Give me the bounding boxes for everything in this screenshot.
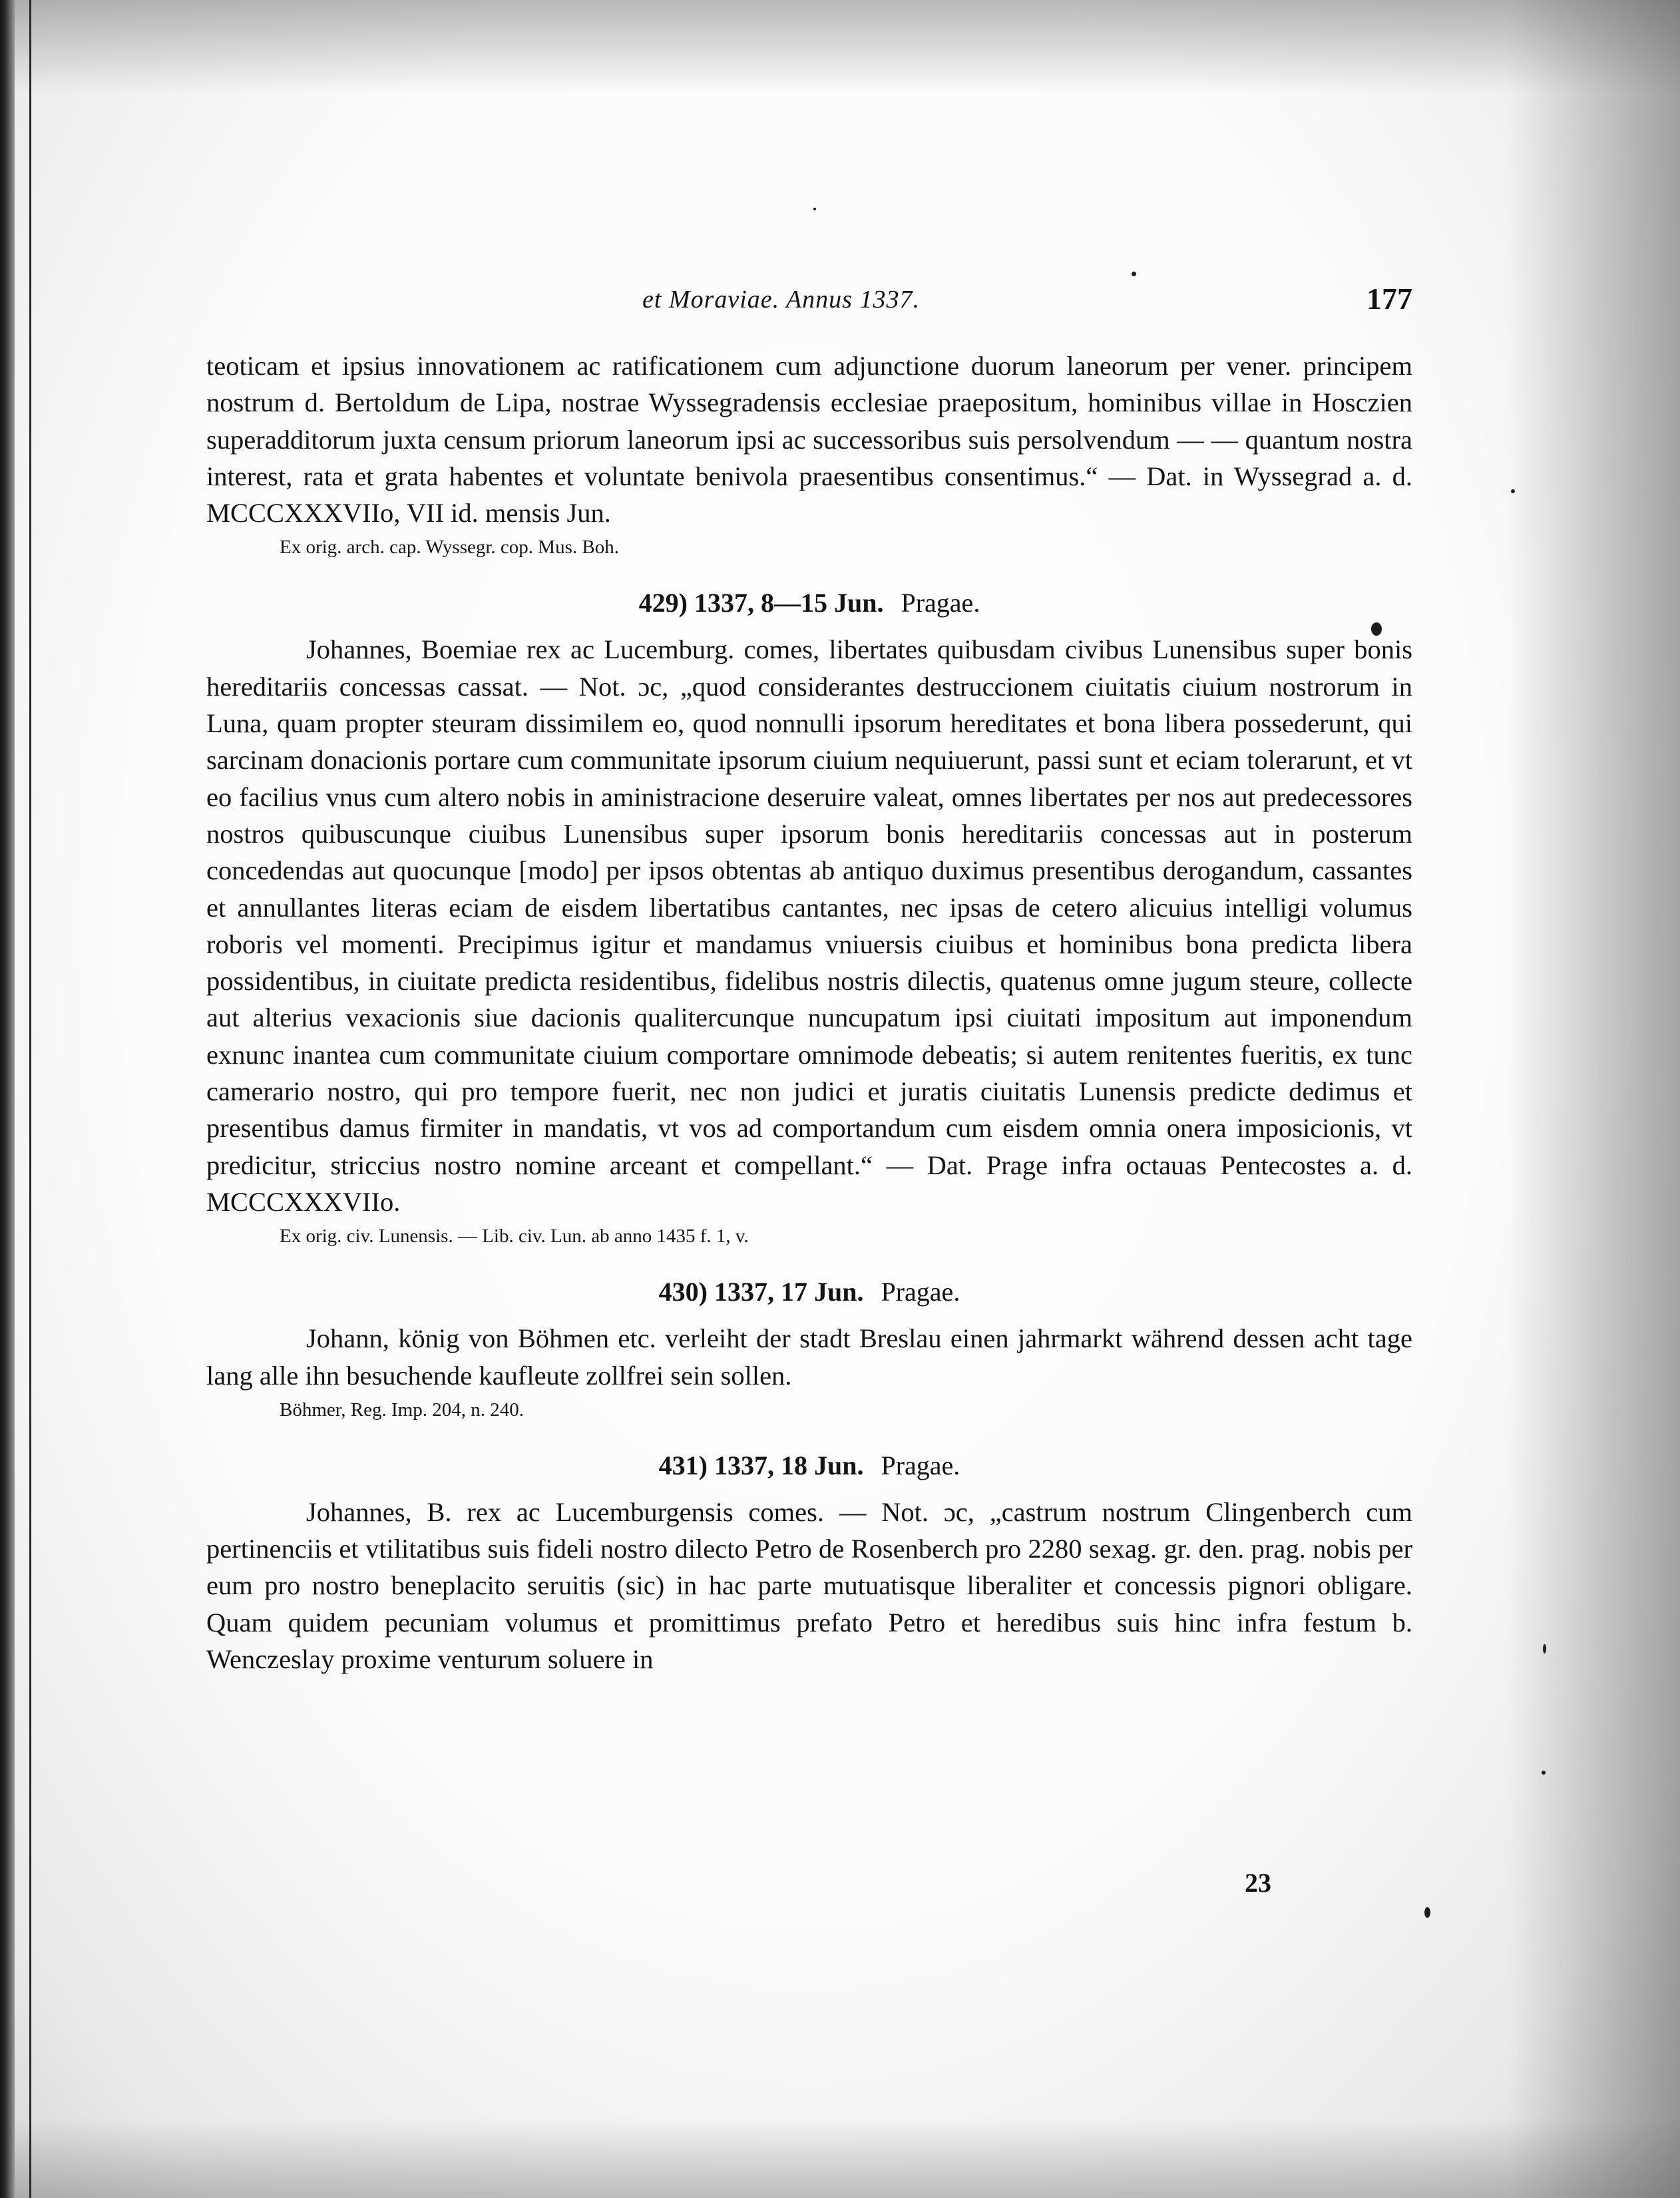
scan-speck — [813, 208, 816, 210]
scan-shadow-bottom — [0, 2118, 1680, 2198]
entry-source-430: Böhmer, Reg. Imp. 204, n. 240. — [280, 1399, 524, 1421]
scan-speck — [1542, 1771, 1546, 1775]
entry-heading-431 — [206, 1447, 1412, 1484]
page-number: 177 — [1366, 282, 1412, 316]
entry-text-429: Johannes, Boemiae rex ac Lucemburg. comes, libertates quibusdam civibus Lunensibus super bonis hereditariis concessas cassat. — Not. ɔc, „quod considerantes destruccionem ciuitatis ciuium nostrorum in Luna, quam propter steuram dissimilem eo, quod nonnulli ipsorum hereditates et bona libera possederunt, qui sarcinam donacionis portare cum communitate ipsorum ciuium nequiuerunt, passi sunt et eciam tolerarunt, et vt eo facilius vnus cum altero nobis in aministracione deseruire valeat, omnes libertates per nos aut predecessores nostros quibuscunque ciuibus Lunensibus super ipsorum bonis hereditariis concessas aut in posterum concedendas aut quocunque [modo] per ipsos obtentas ab antiquo duximus presentibus derogandum, cassantes et annullantes literas eciam de eisdem libertatibus cantantes, nec ipsas de cetero alicuius intelligi volumus roboris vel momenti. Precipimus igitur et mandamus vniuersis ciuibus et hominibus bona predicta libera possidentibus, in ciuitate predicta residentibus, fidelibus nostris dilectis, quatenus omne jugum steure, collecte aut alterius vexacionis siue dacionis qualitercunque nuncupatum ipsi ciuitati impositum aut imponendum exnunc inantea cum communitate ciuium comportare omnimode debeatis; si autem renitentes fueritis, ex tunc camerario nostro, qui pro tempore fuerit, nec non judici et juratis ciuitatis Lunensis predicte dedimus et presentibus damus firmiter in mandatis, vt vos ad comportandum cum eisdem omnia onera imposicionis, vt predicitur, striccius nostro nomine arceant et compellant.“ — Dat. Prage infra octauas Pentecostes a. d. MCCCXXXVIIo. — [206, 634, 1412, 1217]
entry-heading-place: Pragae. — [881, 1450, 960, 1480]
scan-edge-left — [0, 0, 15, 2198]
scan-speck — [1511, 489, 1515, 493]
scan-edge-line — [29, 0, 31, 2198]
continuation-text: teoticam et ipsius innovationem ac ratificationem cum adjunctione duorum laneorum per vener. principem nostrum d. Bertoldum de Lipa, nostrae Wyssegradensis ecclesiae praepositum, hominibus villae in Hosczien superadditorum juxta censum priorum laneorum ipsi ac successoribus suis persolvendum — — quantum nostra interest, rata et grata habentes et voluntate benivola praesentibus consentimus.“ — Dat. in Wyssegrad a. d. MCCCXXXVIIo, VII id. mensis Jun. — [206, 351, 1412, 529]
page-body — [206, 347, 1412, 1677]
entry-heading-429 — [206, 584, 1412, 622]
entry-text-431: Johannes, B. rex ac Lucemburgensis comes. — Not. ɔc, „castrum nostrum Clingenberch cum pertinenciis et vtilitatibus suis fideli nostro dilecto Petro de Rosenberch pro 2280 sexag. gr. den. prag. nobis per eum pro nostro beneplacito seruitis (sic) in hac parte mutuatisque liberaliter et concessis pignori obligare. Quam quidem pecuniam volumus et promittimus prefato Petro et heredibus suis hinc infra festum b. Wenczeslay proxime venturum soluere in — [206, 1496, 1412, 1675]
scan-speck — [1132, 272, 1136, 276]
page-header — [206, 278, 1412, 325]
scan-shadow-right — [1507, 0, 1680, 2198]
scan-shadow-top — [0, 0, 1680, 93]
entry-heading-place: Pragae. — [901, 588, 980, 618]
entry-heading-number: 429) 1337, 8—15 Jun. — [638, 588, 884, 618]
scan-speck — [1543, 1644, 1546, 1653]
entry-heading-number: 431) 1337, 18 Jun. — [658, 1450, 864, 1480]
entry-heading-number: 430) 1337, 17 Jun. — [658, 1277, 864, 1307]
entry-heading-430 — [206, 1273, 1412, 1311]
entry-source-429: Ex orig. civ. Lunensis. — Lib. civ. Lun. ab anno 1435 f. 1, v. — [280, 1225, 749, 1247]
entry-heading-place: Pragae. — [881, 1277, 960, 1307]
scan-speck — [1424, 1907, 1430, 1918]
running-title: et Moraviae. Annus 1337. — [642, 286, 920, 314]
continuation-source: Ex orig. arch. cap. Wyssegr. cop. Mus. Boh. — [280, 537, 619, 558]
sheet-signature: 23 — [1245, 1868, 1271, 1898]
entry-text-430: Johann, könig von Böhmen etc. verleiht der stadt Breslau einen jahrmarkt während dessen acht tage lang alle ihn besuchende kaufleute zollfrei sein sollen. — [206, 1323, 1412, 1391]
